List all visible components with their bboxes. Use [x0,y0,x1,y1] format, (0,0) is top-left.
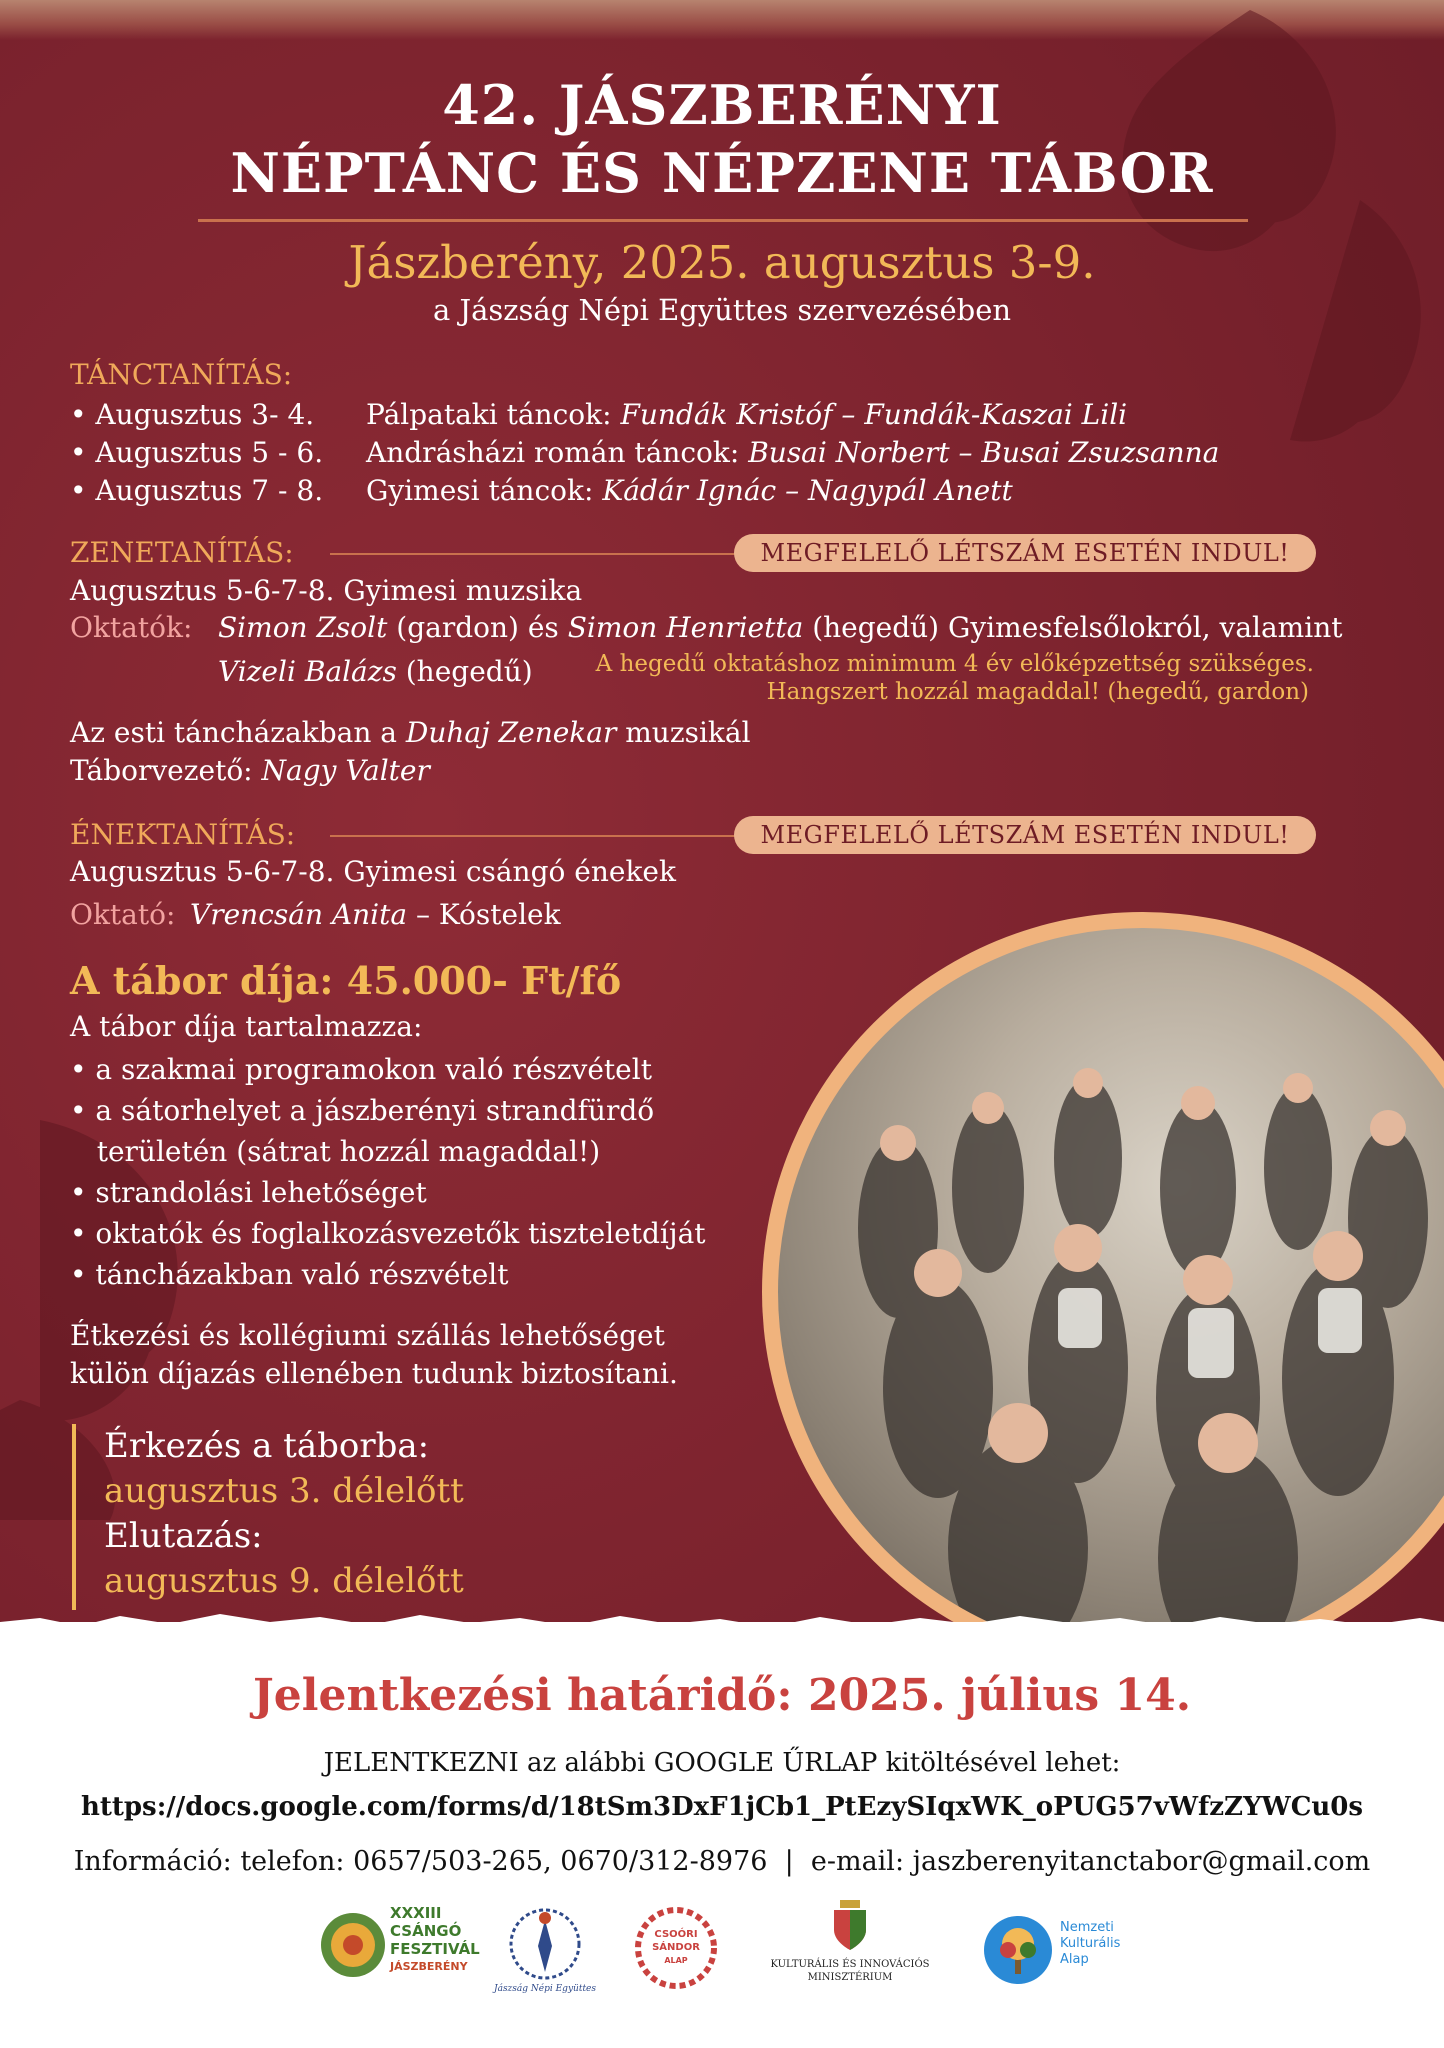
title-line-2: NÉPTÁNC ÉS NÉPZENE TÁBOR [230,141,1214,205]
dancer-emblem-icon [500,1906,590,1986]
coat-of-arms-icon [832,1900,868,1952]
teacher-role: (hegedű) Gyimesfelsőlokról, valamint [803,611,1343,644]
arrival-accent-bar [72,1424,76,1610]
teacher-name: Vrencsán Anita [190,898,408,931]
violin-requirement-note: A hegedű oktatáshoz minimum 4 év előképzettség szükséges. [595,651,1314,677]
teacher-name: Vizeli Balázs [218,655,397,688]
organizer-text: a Jászság Népi Együttes szervezésében [432,293,1012,327]
band-name: Duhaj Zenekar [405,716,617,749]
logo-text: Nemzeti [1060,1920,1114,1935]
dance-date: • Augusztus 3- 4. [70,398,315,431]
singing-badge: MEGFELELŐ LÉTSZÁM ESETÉN INDUL! [734,816,1316,854]
singing-teacher [70,896,561,934]
contact-info: Információ: telefon: 0657/503-265, 0670/312-8976 | e-mail: jaszberenyitanctabor@gmail.com [73,1846,1371,1877]
logo-text: ALAP [664,1956,688,1965]
arrive-time: augusztus 3. délelőtt [104,1471,464,1511]
bring-instrument-note: Hangszert hozzál magaddal! (hegedű, gardon) [766,679,1309,705]
teacher-place: – Kóstelek [407,898,561,931]
extra-services: Étkezési és kollégiumi szállás lehetőséget [70,1319,665,1352]
csango-festival-logo [318,1900,480,2000]
depart-label: Elutazás: [104,1516,263,1556]
fee-item: • oktatók és foglalkozásvezetők tiszteletdíját [70,1217,706,1250]
jaszsag-ensemble-logo [493,1906,597,1996]
fee-title: A tábor díja: 45.000- Ft/fő [70,958,622,1003]
sun-icon [318,1910,388,1980]
music-teachers [70,609,1342,647]
evening-band [70,714,751,752]
teacher-label: Oktató: [70,898,176,931]
dance-topic: Andrásházi román táncok: [366,436,749,469]
logo-text: MINISZTÉRIUM [807,1972,893,1983]
form-url[interactable]: https://docs.google.com/forms/d/18tSm3DxF1jCb1_PtEzySIqxWK_oPUG57vWfzZYWCu0s [80,1792,1364,1822]
music-heading: ZENETANÍTÁS: [70,536,294,569]
music-dates: Augusztus 5-6-7-8. Gyimesi muzsika [70,574,583,607]
arrive-label: Érkezés a táborba: [104,1426,430,1466]
dance-teachers: Busai Norbert – Busai Zsuzsanna [748,436,1220,469]
dance-heading: TÁNCTANÍTÁS: [70,358,293,391]
dancers-photo [778,928,1444,1656]
extra-services: külön díjazás ellenében tudunk biztosítani. [70,1357,678,1390]
logo-text: CSÁNGÓ [390,1922,462,1940]
logo-text: KULTURÁLIS ÉS INNOVÁCIÓS [770,1959,930,1970]
singing-dates: Augusztus 5-6-7-8. Gyimesi csángó énekek [70,855,676,888]
sponsor-logos [0,1900,1444,2010]
leader-name: Nagy Valter [261,754,430,787]
dancers-photo-frame [762,912,1444,1672]
singing-heading: ÉNEKTANÍTÁS: [70,818,296,851]
logo-text: Jászság Népi Együttes [493,1984,597,1994]
apply-instructions: JELENTKEZNI az alábbi GOOGLE ŰRLAP kitöltésével lehet: [323,1748,1121,1778]
dance-teachers: Kádár Ignác – Nagypál Anett [602,474,1013,507]
csoori-sandor-alap-logo [634,1906,718,1990]
music-badge: MEGFELELŐ LÉTSZÁM ESETÉN INDUL! [734,534,1316,572]
nka-logo [982,1914,1142,1994]
fee-item: • strandolási lehetőséget [70,1176,427,1209]
dance-topic: Gyimesi táncok: [366,474,603,507]
dance-row [70,434,1219,472]
fee-item: területén (sátrat hozzál magaddal!) [70,1135,601,1168]
arrival-block [104,1424,464,1604]
tree-icon [982,1914,1054,1986]
logo-text: FESZTIVÁL [390,1940,480,1958]
logo-text: CSOÓRI [654,1929,698,1940]
dance-row [70,396,1219,434]
teacher-name: Simon Henrietta [567,611,804,644]
fee-item: • táncházakban való részvételt [70,1258,509,1291]
logo-text: Kulturális [1060,1936,1121,1951]
camp-leader [70,752,430,790]
logo-text: SÁNDOR [652,1942,700,1953]
depart-time: augusztus 9. délelőtt [104,1561,464,1601]
leader-label: Táborvezető: [70,754,262,787]
fee-items [70,1049,706,1295]
title-line-1: 42. JÁSZBERÉNYI [442,73,1002,137]
ministry-logo [760,1900,940,2000]
logo-text: Alap [1060,1952,1089,1967]
dance-topic: Pálpataki táncok: [366,398,621,431]
title-divider [198,219,1248,222]
dance-schedule [70,396,1219,510]
dance-row [70,472,1219,510]
music-rule [330,553,740,555]
singing-rule [330,835,740,837]
teacher-role: (hegedű) [396,655,533,688]
event-date-place: Jászberény, 2025. augusztus 3-9. [348,236,1096,289]
folk-ornament-right [1060,0,1444,460]
teacher-name: Simon Zsolt [218,611,388,644]
fee-item: • a szakmai programokon való részvételt [70,1053,652,1086]
evening-text: Az esti táncházakban a [70,716,406,749]
dance-date: • Augusztus 7 - 8. [70,474,324,507]
logo-text: JÁSZBERÉNY [390,1960,468,1973]
fee-includes: A tábor díja tartalmazza: [70,1010,423,1043]
music-teacher-3 [218,653,533,691]
registration-deadline: Jelentkezési határidő: 2025. július 14. [252,1670,1192,1721]
dancers-illustration [778,928,1444,1656]
dance-date: • Augusztus 5 - 6. [70,436,324,469]
fee-item: • a sátorhelyet a jászberényi strandfürdő [70,1094,655,1127]
teacher-role: (gardon) és [387,611,568,644]
teachers-label: Oktatók: [70,611,193,644]
dance-teachers: Fundák Kristóf – Fundák-Kaszai Lili [620,398,1128,431]
logo-text: XXXIII [390,1904,442,1922]
evening-text: muzsikál [616,716,751,749]
